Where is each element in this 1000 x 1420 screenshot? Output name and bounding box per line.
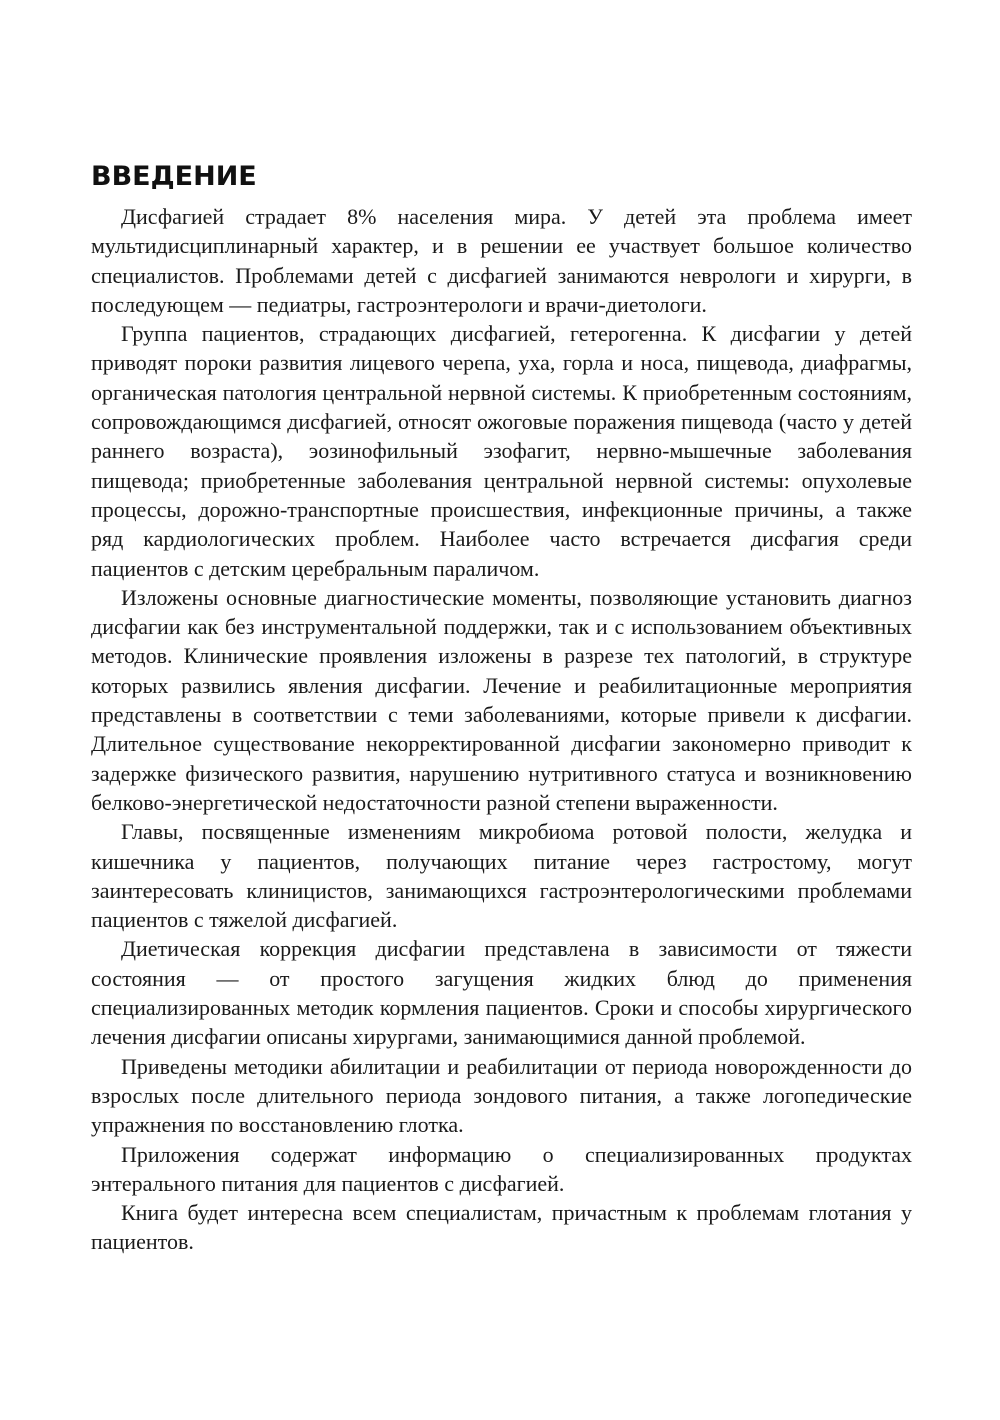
paragraph-3: Изложены основные диагностические моменты, позволяющие установить диагноз дисфагии как без инструментальной поддержки, так и с использованием объективных методов. Клинические проявления изложены в разрезе тех патологий, в структуре которых развились явления дисфагии. Лечение и реабилитационные мероприятия представлены в соответствии с теми заболеваниями, которые привели к дисфагии. Длительное существование некорректированной дисфагии закономерно приводит к задержке физического развития, нарушению нутритивного статуса и возникновению белково-энергетической недостаточности разной степени выраженности. — [91, 584, 912, 815]
paragraph-2: Группа пациентов, страдающих дисфагией, гетерогенна. К дисфагии у детей приводят пороки развития лицевого черепа, уха, горла и носа, пищевода, диафрагмы, органическая патология центральной нервной системы. К приобретенным состояниям, сопровождающимся дисфагией, относят ожоговые поражения пищевода (часто у детей раннего возраста), эозинофильный эзофагит, нервно-мышечные заболевания пищевода; приобретенные заболевания центральной нервной системы: опухолевые процессы, дорожно-транспортные происшествия, инфекционные причины, а также ряд кардиологических проблем. Наиболее часто встречается дисфагия среди пациентов с детским церебральным параличом. — [91, 321, 912, 581]
paragraph-6: Приведены методики абилитации и реабилитации от периода новорожденности до взрослых после длительного периода зондового питания, а также логопедические упражнения по восстановлению глотка. — [91, 1053, 912, 1138]
paragraph-5: Диетическая коррекция дисфагии представлена в зависимости от тяжести состояния — от простого загущения жидких блюд до применения специализированных методик кормления пациентов. Сроки и способы хирургического лечения дисфагии описаны хирургами, занимающимися данной проблемой. — [91, 936, 912, 1050]
paragraph-4: Главы, посвященные изменениям микробиома ротовой полости, желудка и кишечника у пациентов, получающих питание через гастростому, могут заинтересовать клиницистов, занимающихся гастроэнтерологическими проблемами пациентов с тяжелой дисфагией. — [91, 819, 912, 933]
page-content — [91, 160, 912, 1257]
paragraph-7: Приложения содержат информацию о специализированных продуктах энтерального питания для пациентов с дисфагией. — [91, 1141, 912, 1196]
page-title: ВВЕДЕНИЕ — [91, 161, 257, 192]
paragraph-8: Книга будет интересна всем специалистам, причастным к проблемам глотания у пациентов. — [91, 1200, 912, 1255]
paragraph-1: Дисфагией страдает 8% населения мира. У детей эта проблема имеет мультидисциплинарный характер, и в решении ее участвует большое количество специалистов. Проблемами детей с дисфагией занимаются неврологи и хирурги, в последующем — педиатры, гастроэнтерологи и врачи-диетологи. — [91, 204, 912, 317]
